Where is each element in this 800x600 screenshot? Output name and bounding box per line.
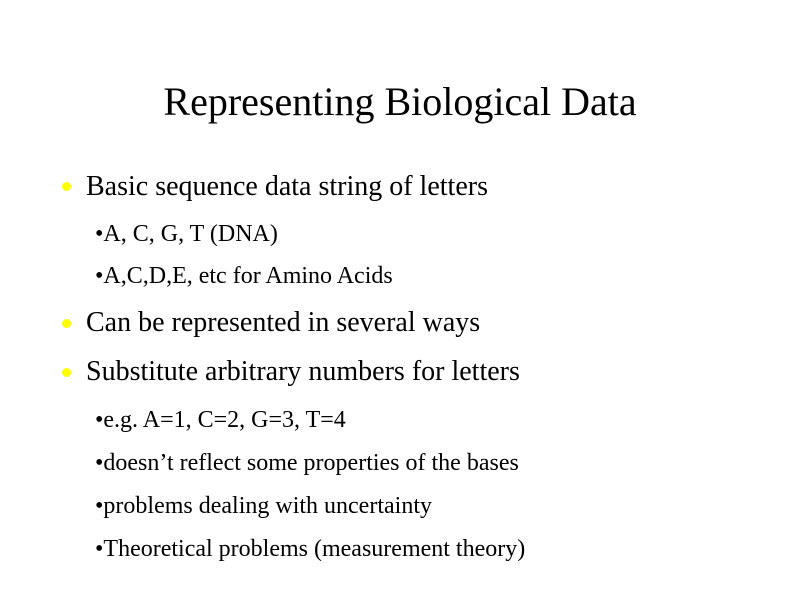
sub-bullet-dna: •A, C, G, T (DNA): [95, 221, 278, 247]
bullet-dot-3: [62, 368, 71, 377]
bullet-dot-1: [62, 182, 71, 191]
sub-bullet-example: •e.g. A=1, C=2, G=3, T=4: [95, 407, 346, 433]
sub-bullet-properties: •doesn’t reflect some properties of the bases: [95, 450, 519, 476]
slide-title: Representing Biological Data: [163, 79, 637, 124]
sub-bullet-uncertainty: •problems dealing with uncertainty: [95, 493, 432, 519]
sub-bullet-theoretical: •Theoretical problems (measurement theory): [95, 536, 526, 562]
bullet-dot-2: [62, 319, 71, 328]
bullet-substitute-numbers: Substitute arbitrary numbers for letters: [86, 356, 520, 387]
bullet-basic-sequence: Basic sequence data string of letters: [86, 171, 488, 202]
sub-bullet-amino-acids: •A,C,D,E, etc for Amino Acids: [95, 263, 393, 289]
bullet-represented-ways: Can be represented in several ways: [86, 307, 481, 338]
